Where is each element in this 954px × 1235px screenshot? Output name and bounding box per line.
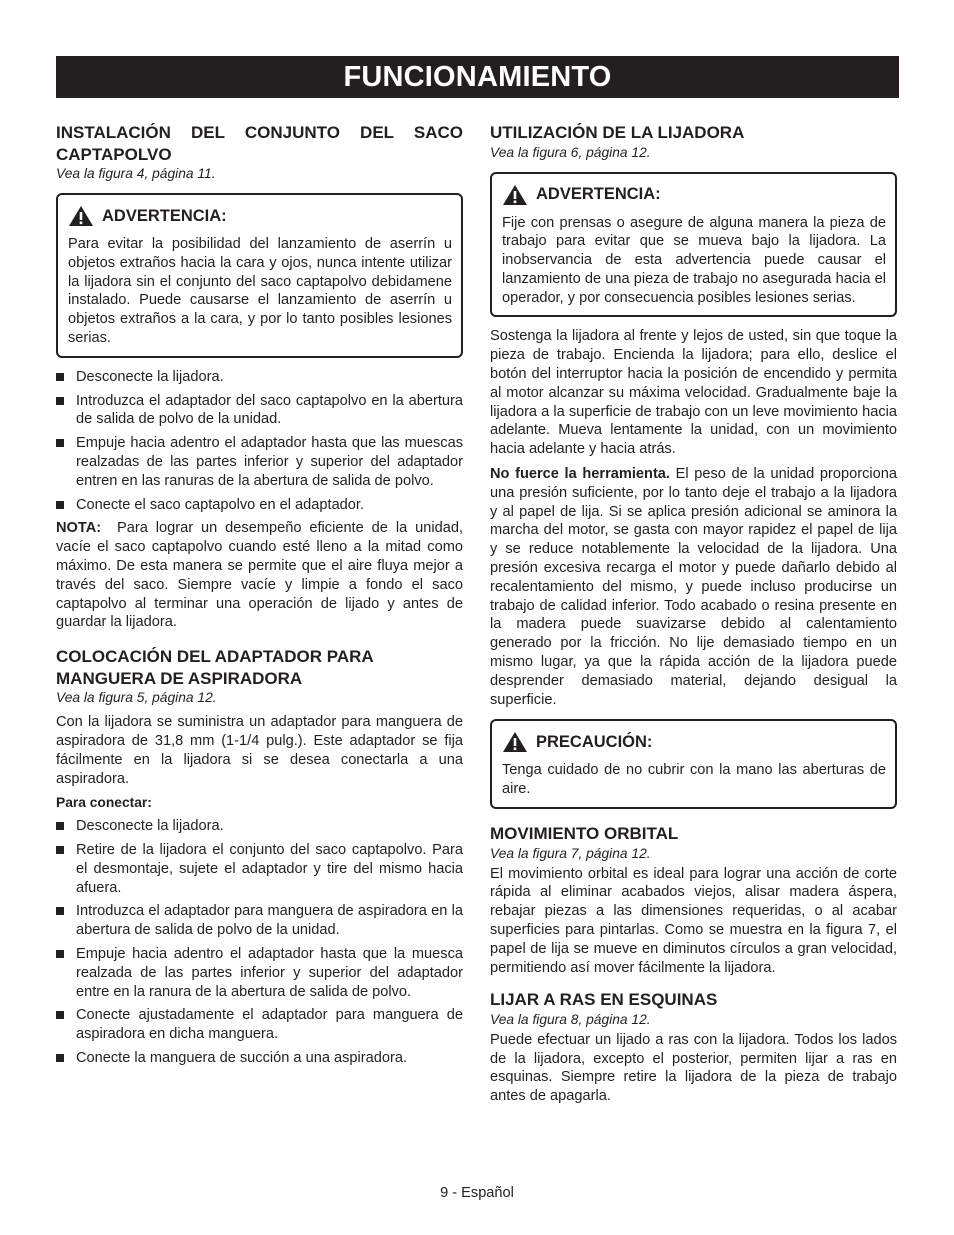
warning-text: Para evitar la posibilidad del lanzamiento de aserrín u objetos extraños hacia la cara y ojos, nunca intente utilizar la lijadora sin el conjunto del saco captapolvo debidamene instalado. Puede causarse el lanzamiento de aserrín u objetos extraños a la cara, y por lo tanto posibles lesiones serias. xyxy=(68,236,452,346)
warning-box xyxy=(56,193,463,358)
page-number: 9 - Español xyxy=(440,1185,514,1201)
caution-text: Tenga cuidado de no cubrir con la mano las aberturas de aire. xyxy=(502,762,886,798)
list-item: Conecte el saco captapolvo en el adaptador. xyxy=(56,496,463,515)
caution-label: PRECAUCIÓN: xyxy=(536,733,653,752)
intro-paragraph: Con la lijadora se suministra un adaptador para manguera de aspiradora de 31,8 mm (1-1/4 pulg.). Este adaptador se fija fácilmente en la lijadora si se desea conectarla a una aspiradora. xyxy=(56,714,463,787)
left-column xyxy=(56,122,463,1073)
section-title-corners: LIJAR A RAS EN ESQUINAS xyxy=(490,990,718,1010)
list-item: Empuje hacia adentro el adaptador hasta que la muesca realzada de las partes inferior y superior del adaptador entre en la ranura de la abertura de salida de polvo. xyxy=(56,945,463,1001)
list-item: Conecte la manguera de succión a una aspiradora. xyxy=(56,1049,463,1068)
bullet-square-icon xyxy=(56,439,64,447)
warning-label: ADVERTENCIA: xyxy=(536,185,661,204)
list-item: Introduzca el adaptador para manguera de aspiradora en la abertura de salida de polvo de la unidad. xyxy=(56,902,463,940)
warning-triangle-icon xyxy=(502,731,528,753)
subheading: Para conectar: xyxy=(56,795,152,811)
list-item: Retire de la lijadora el conjunto del saco captapolvo. Para el desmontaje, sujete el adaptador y tire del mismo hacia afuera. xyxy=(56,841,463,897)
warning-triangle-icon xyxy=(502,184,528,206)
warning-text: Fije con prensas o asegure de alguna manera la pieza de trabajo para evitar que se mueva bajo la lijadora. La inobservancia de esta advertencia puede causar el lanzamiento de una pieza de trabajo no asegurada hacia el operador, y por consecuencia posibles lesiones serias. xyxy=(502,214,886,306)
body-paragraph xyxy=(490,465,897,709)
bullet-square-icon xyxy=(56,501,64,509)
warning-title xyxy=(502,184,886,206)
figure-reference: Vea la figura 6, página 12. xyxy=(490,144,651,160)
note-label: NOTA: xyxy=(56,520,102,537)
figure-reference: Vea la figura 5, página 12. xyxy=(56,690,217,706)
body-paragraph: Sostenga la lijadora al frente y lejos de usted, sin que toque la pieza de trabajo. Encienda la lijadora; para ello, deslice el botón del interruptor hacia la posición de encendido y permita al motor alcanzar su máxima velocidad. Gradualmente baje la lijadora a la superficie de trabajo con un leve movimiento hacia adelante. Mueva lentamente la unidad, con un movimiento hacia adelante y hacia atrás. xyxy=(490,328,897,458)
bullet-square-icon xyxy=(56,822,64,830)
list-item: Conecte ajustadamente el adaptador para manguera de aspiradora en dicha manguera. xyxy=(56,1006,463,1044)
caution-title xyxy=(502,731,886,753)
bullet-square-icon xyxy=(56,1011,64,1019)
list-item: Desconecte la lijadora. xyxy=(56,368,463,387)
bullet-square-icon xyxy=(56,950,64,958)
warning-label: ADVERTENCIA: xyxy=(102,206,227,225)
figure-reference: Vea la figura 4, página 11. xyxy=(56,166,216,181)
bullet-square-icon xyxy=(56,907,64,915)
body-paragraph: Puede efectuar un lijado a ras con la lijadora. Todos los lados de la lijadora, excepto el posterior, permiten lijar a ras en esquinas. Siempre retire la lijadora de la pieza de trabajo antes de apagarla. xyxy=(490,1031,897,1105)
bullet-square-icon xyxy=(56,373,64,381)
steps-list xyxy=(56,817,463,1068)
caution-box xyxy=(490,719,897,809)
section-title-using-sander: UTILIZACIÓN DE LA LIJADORA xyxy=(490,123,745,142)
section-title-dust-bag: INSTALACIÓN DEL CONJUNTO DEL SACO CAPTAPOLVO xyxy=(56,123,463,164)
list-item: Introduzca el adaptador del saco captapolvo en la abertura de salida de polvo de la unidad. xyxy=(56,392,463,430)
steps-list xyxy=(56,368,463,515)
list-item: Empuje hacia adentro el adaptador hasta que las muescas realzadas de las partes inferior y superior del adaptador entren en las ranuras de la abertura de salida de polvo. xyxy=(56,434,463,490)
body-text: El peso de la unidad proporciona una presión suficiente, por lo tanto deje el trabajo a la lijadora y al papel de lija. Si se aplica presión adicional se aminora la marcha del motor, se gasta con mayor rapidez el papel de lija y se reduce notablemente la velocidad de la lijadora. Una presión excesiva recarga el motor y puede dañarlo debido al recalentamiento del mismo, y puede incluso producirse un trabajo de calidad inferior. Todo acabado o resina presente en la madera puede suavizarse debido al calentamiento generado por la fricción. No lije demasiado tiempo en un mismo lugar, ya que la rápida acción de la lijadora puede desprender demasiado material, dejando desigual la superficie. xyxy=(490,466,897,708)
bullet-square-icon xyxy=(56,846,64,854)
body-paragraph: El movimiento orbital es ideal para lograr una acción de corte rápida al eliminar acabados viejos, alisar madera áspera, rebajar piezas a las dimensiones requeridas, o al acabar superficies para pintarlas. Como se muestra en la figura 7, el papel de lija se mueve en diminutos círculos a gran velocidad, permitiendo así mover fácilmente la lijadora. xyxy=(490,865,897,976)
section-title-vacuum-adapter: COLOCACIÓN DEL ADAPTADOR PARA MANGUERA DE ASPIRADORA xyxy=(56,647,374,688)
section-title-orbital: MOVIMIENTO ORBITAL xyxy=(490,824,679,844)
page-title: FUNCIONAMIENTO xyxy=(56,56,899,98)
warning-title xyxy=(68,205,452,227)
warning-triangle-icon xyxy=(68,205,94,227)
list-item: Desconecte la lijadora. xyxy=(56,817,463,836)
figure-reference: Vea la figura 7, página 12. xyxy=(490,845,651,861)
right-column xyxy=(490,122,897,1112)
bullet-square-icon xyxy=(56,1054,64,1062)
figure-reference: Vea la figura 8, página 12. xyxy=(490,1011,651,1027)
warning-box xyxy=(490,172,897,318)
note-text: Para lograr un desempeño eficiente de la unidad, vacíe el saco captapolvo cuando esté lleno a la mitad como máximo. De esta manera se permite que el aire fluya mejor a través del saco. Siempre vacíe y limpie a fondo el saco captapolvo al terminar una operación de lijado y antes de guardar la lijadora. xyxy=(56,520,463,631)
bullet-square-icon xyxy=(56,397,64,405)
note-paragraph xyxy=(56,519,463,632)
emphasis-label: No fuerce la herramienta. xyxy=(490,466,670,483)
